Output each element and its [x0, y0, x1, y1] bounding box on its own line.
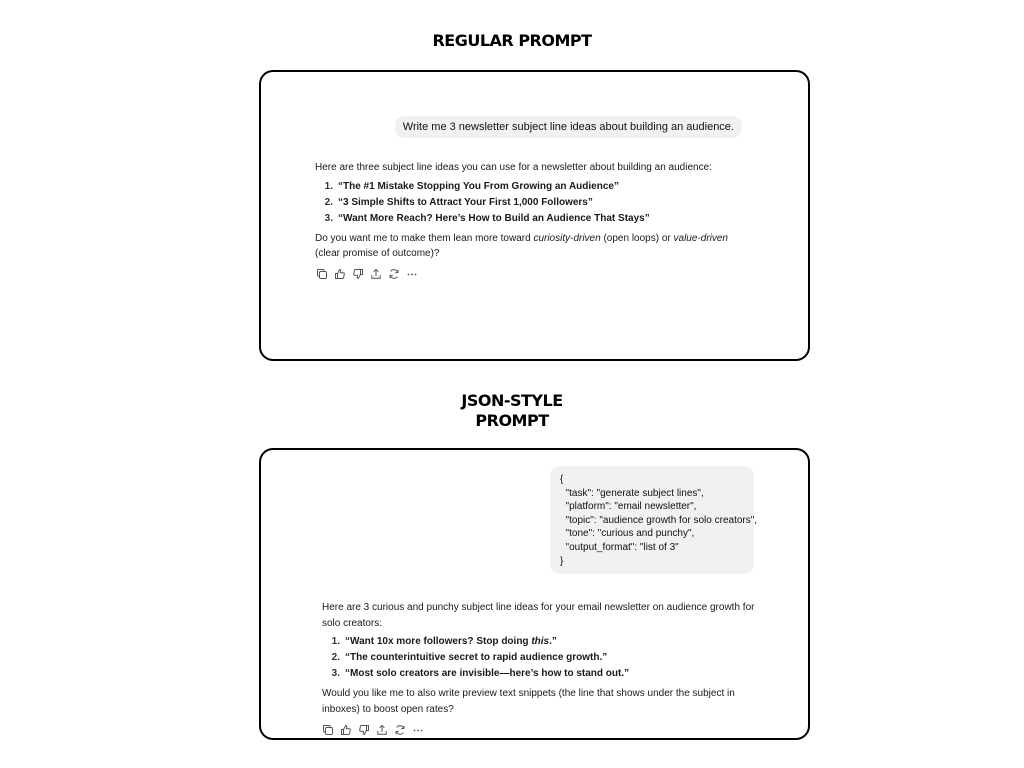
list-item	[322, 666, 762, 682]
json-line: "platform": "email newsletter",	[560, 501, 697, 513]
list-item-emphasis: this	[531, 636, 550, 647]
json-line: "topic": "audience growth for solo creators",	[560, 514, 758, 526]
list-item-text: .”	[549, 636, 557, 647]
list-item-text: “The counterintuitive secret to rapid audience growth.”	[345, 652, 608, 663]
list-item	[315, 211, 735, 227]
regenerate-icon[interactable]	[388, 268, 400, 280]
subject-line-list	[322, 634, 762, 682]
list-item-text: “3 Simple Shifts to Attract Your First 1,000 Followers”	[338, 196, 593, 208]
list-number: 3.	[324, 212, 333, 224]
followup-emphasis: curiosity-driven	[533, 232, 601, 244]
list-item-text: “The #1 Mistake Stopping You From Growing an Audience”	[338, 180, 619, 192]
user-message-bubble	[550, 466, 758, 574]
list-item-text: “Want More Reach? Here’s How to Build an Audience That Stays”	[338, 212, 650, 224]
regular-prompt-chat-panel	[259, 70, 810, 361]
json-line: "tone": "curious and punchy",	[560, 528, 695, 540]
list-item	[315, 179, 735, 195]
response-actions	[316, 268, 418, 280]
assistant-response	[315, 160, 735, 262]
thumbs-down-icon[interactable]	[352, 268, 364, 280]
subject-line-list	[315, 179, 735, 227]
list-item	[322, 634, 762, 650]
share-icon[interactable]	[376, 724, 388, 736]
more-icon[interactable]	[412, 724, 424, 736]
regular-prompt-title: REGULAR PROMPT	[432, 31, 592, 50]
json-prompt-title	[0, 391, 1024, 431]
followup-text: (open loops) or	[600, 232, 674, 244]
copy-icon[interactable]	[322, 724, 334, 736]
json-title-line: PROMPT	[475, 411, 549, 430]
list-item	[322, 650, 762, 666]
response-followup: Would you like me to also write preview text snippets (the line that shows under the subject in inboxes) to boost open rates?	[322, 688, 735, 715]
followup-emphasis: value-driven	[673, 232, 728, 244]
json-line: "output_format": "list of 3"	[560, 541, 679, 553]
list-item-text: “Want 10x more followers? Stop doing	[345, 636, 532, 647]
response-intro: Here are 3 curious and punchy subject line ideas for your email newsletter on audience growth for solo creators:	[322, 602, 755, 629]
response-actions	[322, 724, 424, 736]
followup-text: (clear promise of outcome)?	[315, 248, 440, 259]
list-number: 1.	[331, 636, 340, 647]
json-title-line: JSON-STYLE	[461, 391, 563, 410]
thumbs-up-icon[interactable]	[334, 268, 346, 280]
list-number: 3.	[331, 668, 340, 679]
assistant-response	[322, 600, 762, 717]
response-intro: Here are three subject line ideas you can use for a newsletter about building an audience:	[315, 162, 712, 173]
json-line: {	[560, 474, 564, 485]
list-item	[315, 195, 735, 211]
user-message-bubble: Write me 3 newsletter subject line ideas about building an audience.	[395, 116, 742, 138]
thumbs-up-icon[interactable]	[340, 724, 352, 736]
list-item-text: “Most solo creators are invisible—here’s how to stand out.”	[345, 668, 630, 679]
json-prompt-chat-panel	[259, 448, 810, 740]
response-followup	[315, 231, 735, 262]
list-number: 2.	[324, 196, 333, 208]
list-number: 2.	[331, 652, 340, 663]
followup-text: Do you want me to make them lean more toward	[315, 232, 534, 244]
copy-icon[interactable]	[316, 268, 328, 280]
regenerate-icon[interactable]	[394, 724, 406, 736]
json-line: }	[560, 555, 564, 567]
list-number: 1.	[324, 180, 333, 192]
more-icon[interactable]	[406, 268, 418, 280]
json-line: "task": "generate subject lines",	[560, 487, 704, 499]
thumbs-down-icon[interactable]	[358, 724, 370, 736]
share-icon[interactable]	[370, 268, 382, 280]
